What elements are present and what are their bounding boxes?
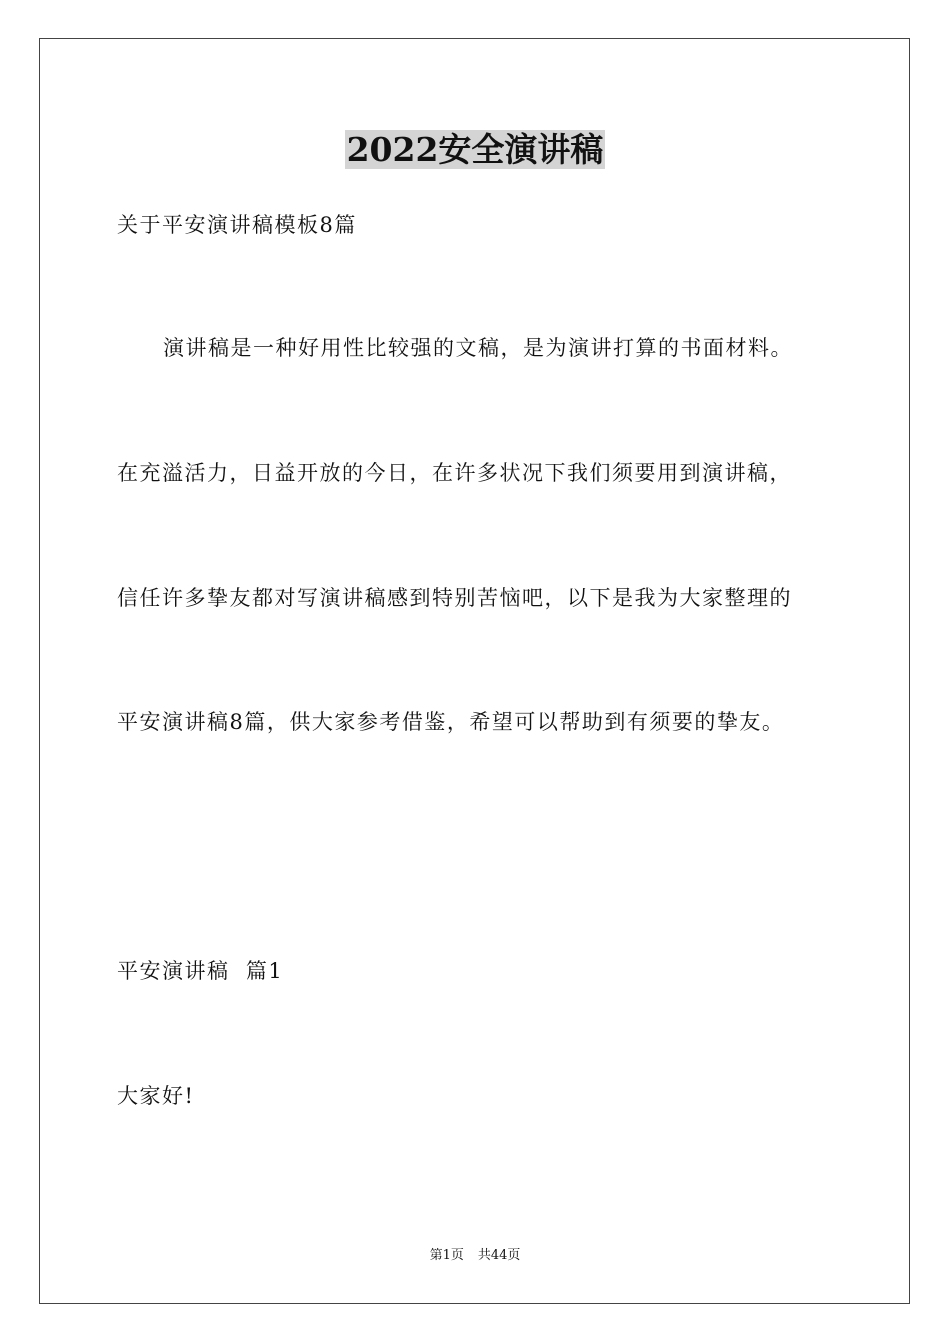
greeting: 大家好! (117, 1084, 195, 1108)
page-footer (0, 1247, 950, 1265)
page-total: 共44页 (477, 1248, 521, 1263)
document-subtitle: 关于平安演讲稿模板8篇 (117, 213, 357, 237)
body-line-2: 在充溢活力，日益开放的今日，在许多状况下我们须要用到演讲稿， (117, 461, 792, 485)
body-line-3: 信任许多挚友都对写演讲稿感到特别苦恼吧，以下是我为大家整理的 (117, 586, 792, 610)
body-line-4: 平安演讲稿8篇，供大家参考借鉴，希望可以帮助到有须要的挚友。 (117, 710, 785, 734)
document-title (0, 128, 950, 172)
section-heading: 平安演讲稿 篇1 (117, 959, 284, 983)
body-line-1: 演讲稿是一种好用性比较强的文稿，是为演讲打算的书面材料。 (163, 336, 793, 360)
page-number: 第1页 (429, 1248, 464, 1263)
document-title-text: 2022安全演讲稿 (346, 130, 604, 169)
